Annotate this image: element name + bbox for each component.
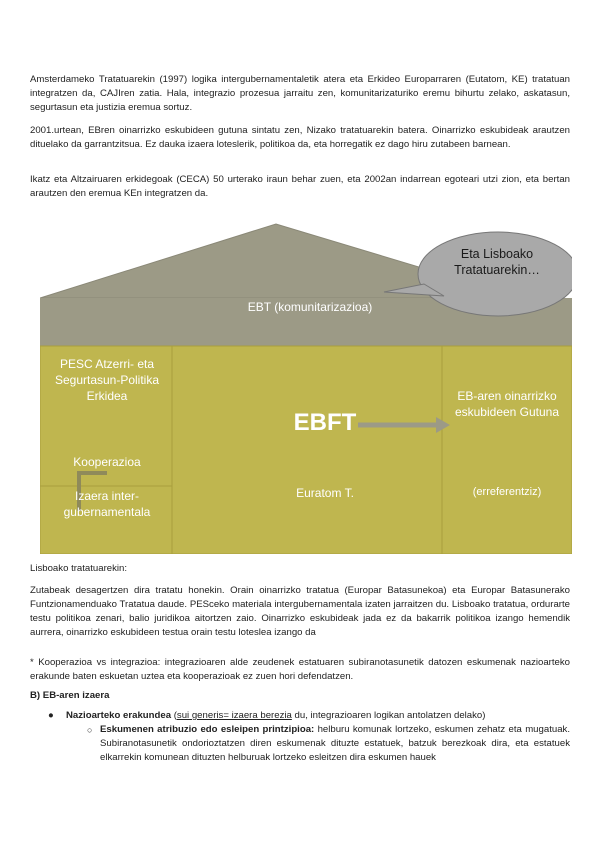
bullet1-bold: Nazioarteko erakundea — [66, 710, 172, 721]
kooperazioa-connector-top — [77, 471, 107, 475]
roof-label: EBT (komunitarizazioa) — [247, 300, 373, 314]
bullet-nazioarteko-erakundea — [48, 709, 570, 723]
right-pillar-label: EB-aren oinarrizko eskubideen Gutuna — [454, 389, 560, 419]
intro-paragraph-amsterdam: Amsterdameko Tratatuarekin (1997) logika intergubernamentaletik atera eta Erkideo Europarraren (Eutatom, KE) tratatuan integratzen da, CAJIren zatia. Hala, integrazio prozesua jarraitu zen, komunitarizaturiko eremu bihurtu zelako, askatasun, segurtasun eta justizia eremua sortuz. — [30, 74, 570, 113]
paragraph-nice-charter: 2001.urtean, EBren oinarrizko eskubideen gutuna sintatu zen, Nizako tratatuarekin batera. Oinarrizko eskubideak arautzen dituelako da garrantzitsua. Ez dauka izaera loteslerik, politikoa da, eta horregatik ez dago hiru zutabeen barnean. — [30, 125, 570, 150]
bullet1-rest: du, integrazioaren logikan antolatzen delako) — [291, 710, 486, 721]
left-pillar-label: PESC Atzerri- eta Segurtasun-Politika Erkidea — [54, 357, 160, 403]
bullet1-open: ( — [171, 710, 177, 721]
lisboa-paragraph: Zutabeak desagertzen dira tratatu honekin. Orain oinarrizko tratatua (Europar Batasunekoa) eta Europar Batasunerako Funtzionamenduako Tratatua daude. PESceko materiala intergubernamentala izaten jarraitzen du. Lisboako tratatua, ordurarte testu politikoa zenari, balio juridikoa aitortzen zaio. Oinarrizko eskubideak jada ez da bakarrik politikoa izango hemendik aurrera, oinarrizko eskubideen testua orain testu loteslea izango da — [30, 585, 570, 638]
lisboa-heading: Lisboako tratatuarekin: — [30, 563, 128, 574]
izaera-label: Izaera inter-gubernamentala — [63, 489, 151, 519]
eu-house-diagram — [40, 218, 572, 554]
section-b-heading: B) EB-aren izaera — [30, 690, 110, 701]
note-paragraph: * Kooperazioa vs integrazioa: integrazioaren alde zeudenek estatuaren subiranotasunetik datozen eskumenak nazioarteko erakunde baten eskuetan uztea eta kooperazioak ez zuen hori defendatzen. — [30, 657, 570, 682]
bullet-circle-icon: ○ — [87, 725, 93, 735]
center-pillar-label: EBFT — [293, 409, 357, 436]
bullet-dot-icon: ● — [48, 710, 54, 721]
bullet2-bold: Eskumenen atribuzio edo esleipen printzipioa: — [100, 724, 315, 735]
center-pillar-sublabel: Euratom T. — [296, 486, 354, 500]
paragraph-ceca: Ikatz eta Altzairuaren erkidegoak (CECA) 50 urterako iraun behar zuen, eta 2002an indarrean egoteari utzi zion, eta bertan arautzen den eremua KEn integratzen da. — [30, 174, 570, 199]
right-pillar-sublabel: (erreferentziz) — [472, 486, 542, 498]
speech-bubble-text: Eta Lisboako Tratatuarekin… — [454, 247, 540, 277]
bullet2-rest: helburu komunak lortzeko, eskumen zehatz eta mugatuak. Subiranotasunetik ondorioztatzen diren eskumenak dituzte estatuek, batzuk berezkoak dira, eta estatuek elkarrekin komunean dituzten helburuak lortzeko esleitzen dira eskumen hauek — [100, 724, 570, 763]
kooperazioa-label: Kooperazioa — [73, 455, 141, 469]
bullet1-underlined: sui generis= izaera berezia — [176, 710, 292, 721]
center-pillar — [172, 346, 442, 554]
right-pillar — [442, 346, 572, 554]
bullet-eskumenen-atribuzio — [87, 723, 570, 765]
